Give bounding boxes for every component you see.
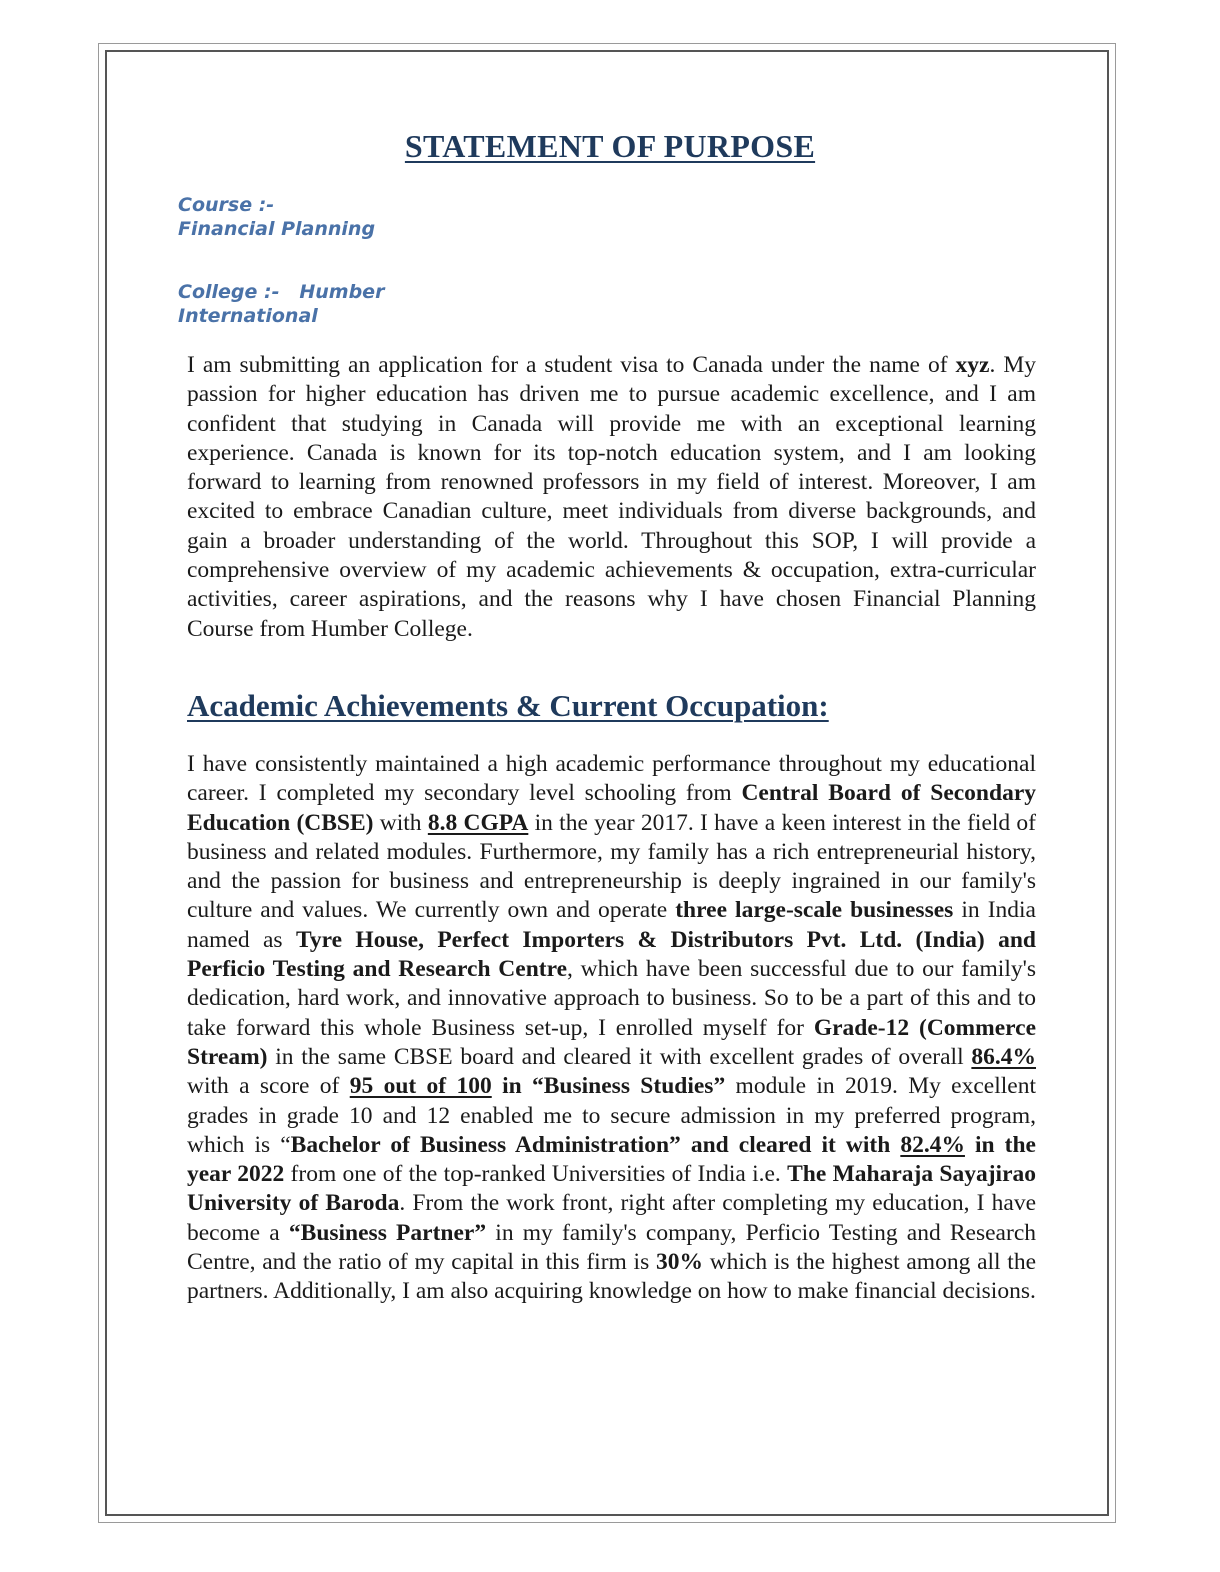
academic-underline-bold: 82.4% <box>900 1131 965 1158</box>
academic-text: which is the highest among all the partners. Additionally, I am also acquiring knowledge on how to make financial decisions. <box>187 1249 1037 1305</box>
course-value: Financial Planning <box>178 218 376 240</box>
academic-bold: “Business Partner” <box>288 1219 487 1246</box>
academic-paragraph <box>187 750 1036 1307</box>
college-info <box>178 280 384 328</box>
academic-bold: three large-scale businesses <box>675 897 954 924</box>
academic-bold: Grade-12 (Commerce Stream) <box>187 1014 1036 1070</box>
document-title-text: STATEMENT OF PURPOSE <box>404 128 816 164</box>
academic-bold: Tyre House, Perfect Importers & Distributors Pvt. Ltd. (India) and Perficio Testing and Research Centre <box>187 926 1036 983</box>
intro-text-1: I am submitting an application for a student visa to Canada under the name of <box>187 352 956 378</box>
section-heading-text: Academic Achievements & Current Occupation: <box>187 688 829 723</box>
academic-text: module in 2019. My excellent grades in grade 10 and 12 enabled me to secure admission in my preferred program, which is “ <box>187 1073 1036 1158</box>
academic-text: in India named as <box>187 897 1036 953</box>
academic-text: I have consistently maintained a high academic performance throughout my educational career. I completed my secondary level schooling from <box>187 751 1036 807</box>
college-value-2: International <box>178 305 318 327</box>
academic-underline-bold: 86.4% <box>971 1043 1036 1070</box>
academic-text: in the same CBSE board and cleared it with excellent grades of overall <box>267 1043 972 1070</box>
academic-bold: The Maharaja Sayajirao University of Baroda <box>187 1161 1037 1217</box>
applicant-name: xyz <box>955 352 990 378</box>
academic-bold: Central Board of Secondary Education (CBSE) <box>187 780 1036 836</box>
intro-text-2: . My passion for higher education has driven me to pursue academic excellence, and I am confident that studying in Canada will provide me with an exceptional learning experience. Canada is known for its top-notch education system, and I am looking forward to learning from renowned professors in my field of interest. Moreover, I am excited to embrace Canadian culture, meet individuals from diverse backgrounds, and gain a broader understanding of the world. Throughout this SOP, I will provide a comprehensive overview of my academic achievements & occupation, extra-curricular activities, career aspirations, and the reasons why I have chosen Financial Planning Course from Humber College. <box>187 352 1036 642</box>
college-label: College :- <box>178 281 280 303</box>
academic-underline-bold: 8.8 CGPA <box>427 809 529 836</box>
college-line-1 <box>178 280 384 304</box>
intro-paragraph <box>187 351 1036 644</box>
course-label: Course :- <box>178 194 275 216</box>
academic-bold: Bachelor of Business Administration” and cleared it with <box>290 1131 901 1158</box>
college-value-1: Humber <box>299 281 385 303</box>
academic-bold: in “Business Studies” <box>491 1073 726 1100</box>
academic-text: in my family's company, Perficio Testing and Research Centre, and the ratio of my capital in this firm is <box>187 1219 1036 1276</box>
academic-underline-bold: 95 out of 100 <box>349 1073 492 1100</box>
section-heading-academic <box>187 688 829 724</box>
academic-text: , which have been successful due to our family's dedication, hard work, and innovative approach to business. So to be a part of this and to take forward this whole Business set-up, I enrolled myself for <box>187 956 1036 1041</box>
course-info <box>178 193 375 241</box>
academic-bold: 30% <box>655 1249 703 1276</box>
academic-text: in the year 2017. I have a keen interest in the field of business and related modules. Furthermore, my family has a rich entrepreneurial history, and the passion for business and entrepreneurship is deeply ingrained in our family's culture and values. We currently own and operate <box>187 809 1036 924</box>
document-title <box>0 128 1220 165</box>
academic-text: with <box>373 809 428 836</box>
academic-text: with a score of <box>187 1073 350 1100</box>
academic-text: . From the work front, right after completing my education, I have become a <box>187 1190 1036 1246</box>
academic-bold: in the year 2022 <box>187 1131 1036 1188</box>
academic-text: from one of the top-ranked Universities of India i.e. <box>284 1161 788 1188</box>
